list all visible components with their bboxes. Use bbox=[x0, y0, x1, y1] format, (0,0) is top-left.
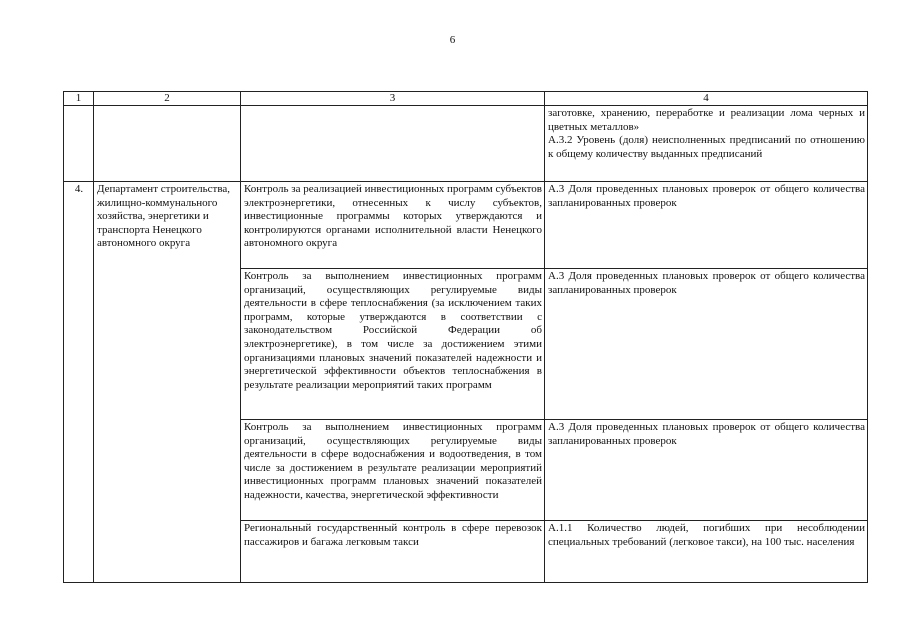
indicator-cell: А.3 Доля проведенных плановых проверок от общего количества запланированных проверок bbox=[545, 269, 868, 420]
table-cell bbox=[64, 106, 94, 182]
control-cell: Контроль за выполнением инвестиционных программ организаций, осуществляющих регулируемые виды деятельности в сфере водоснабжения и водоотведения, в том числе за достижением в результате реализации мероприятий инвестиционных программ плановых значений показателей надежности, качества, энергетической эффективности bbox=[241, 420, 545, 521]
table-row-continuation bbox=[64, 106, 868, 182]
column-header-2: 2 bbox=[94, 92, 241, 106]
indicator-text: заготовке, хранению, переработке и реализации лома черных и цветных металлов» bbox=[548, 107, 865, 133]
column-header-3: 3 bbox=[241, 92, 545, 106]
table-cell bbox=[241, 106, 545, 182]
control-cell: Контроль за выполнением инвестиционных программ организаций, осуществляющих регулируемые виды деятельности в сфере теплоснабжения (за исключением таких программ, которые утверждаются в соответствии с законодательством Российской Федерации об электроэнергетике), в том числе за достижением этими организациями плановых значений показателей надежности и энергетической эффективности объектов теплоснабжения в результате реализации мероприятий таких программ bbox=[241, 269, 545, 420]
indicator-cell bbox=[545, 106, 868, 182]
row-number: 4. bbox=[64, 182, 94, 583]
indicator-cell: А.3 Доля проведенных плановых проверок от общего количества запланированных проверок bbox=[545, 420, 868, 521]
control-cell: Региональный государственный контроль в сфере перевозок пассажиров и багажа легковым такси bbox=[241, 521, 545, 583]
control-cell: Контроль за реализацией инвестиционных программ субъектов электроэнергетики, отнесенных к числу субъектов, инвестиционные программы которых утверждаются и контролируются органами исполнительной власти Ненецкого автономного округа bbox=[241, 182, 545, 269]
department-cell: Департамент строительства, жилищно-коммунального хозяйства, энергетики и транспорта Ненецкого автономного округа bbox=[94, 182, 241, 583]
indicator-text: А.3.2 Уровень (доля) неисполненных предписаний по отношению к общему количеству выданных предписаний bbox=[548, 134, 865, 160]
table-header-row bbox=[64, 92, 868, 106]
indicators-table bbox=[63, 91, 868, 583]
page-number: 6 bbox=[449, 34, 456, 46]
column-header-4: 4 bbox=[545, 92, 868, 106]
table-row bbox=[64, 182, 868, 269]
indicator-cell: А.1.1 Количество людей, погибших при несоблюдении специальных требований (легковое такси), на 100 тыс. населения bbox=[545, 521, 868, 583]
column-header-1: 1 bbox=[64, 92, 94, 106]
table-cell bbox=[94, 106, 241, 182]
indicator-cell: А.3 Доля проведенных плановых проверок от общего количества запланированных проверок bbox=[545, 182, 868, 269]
